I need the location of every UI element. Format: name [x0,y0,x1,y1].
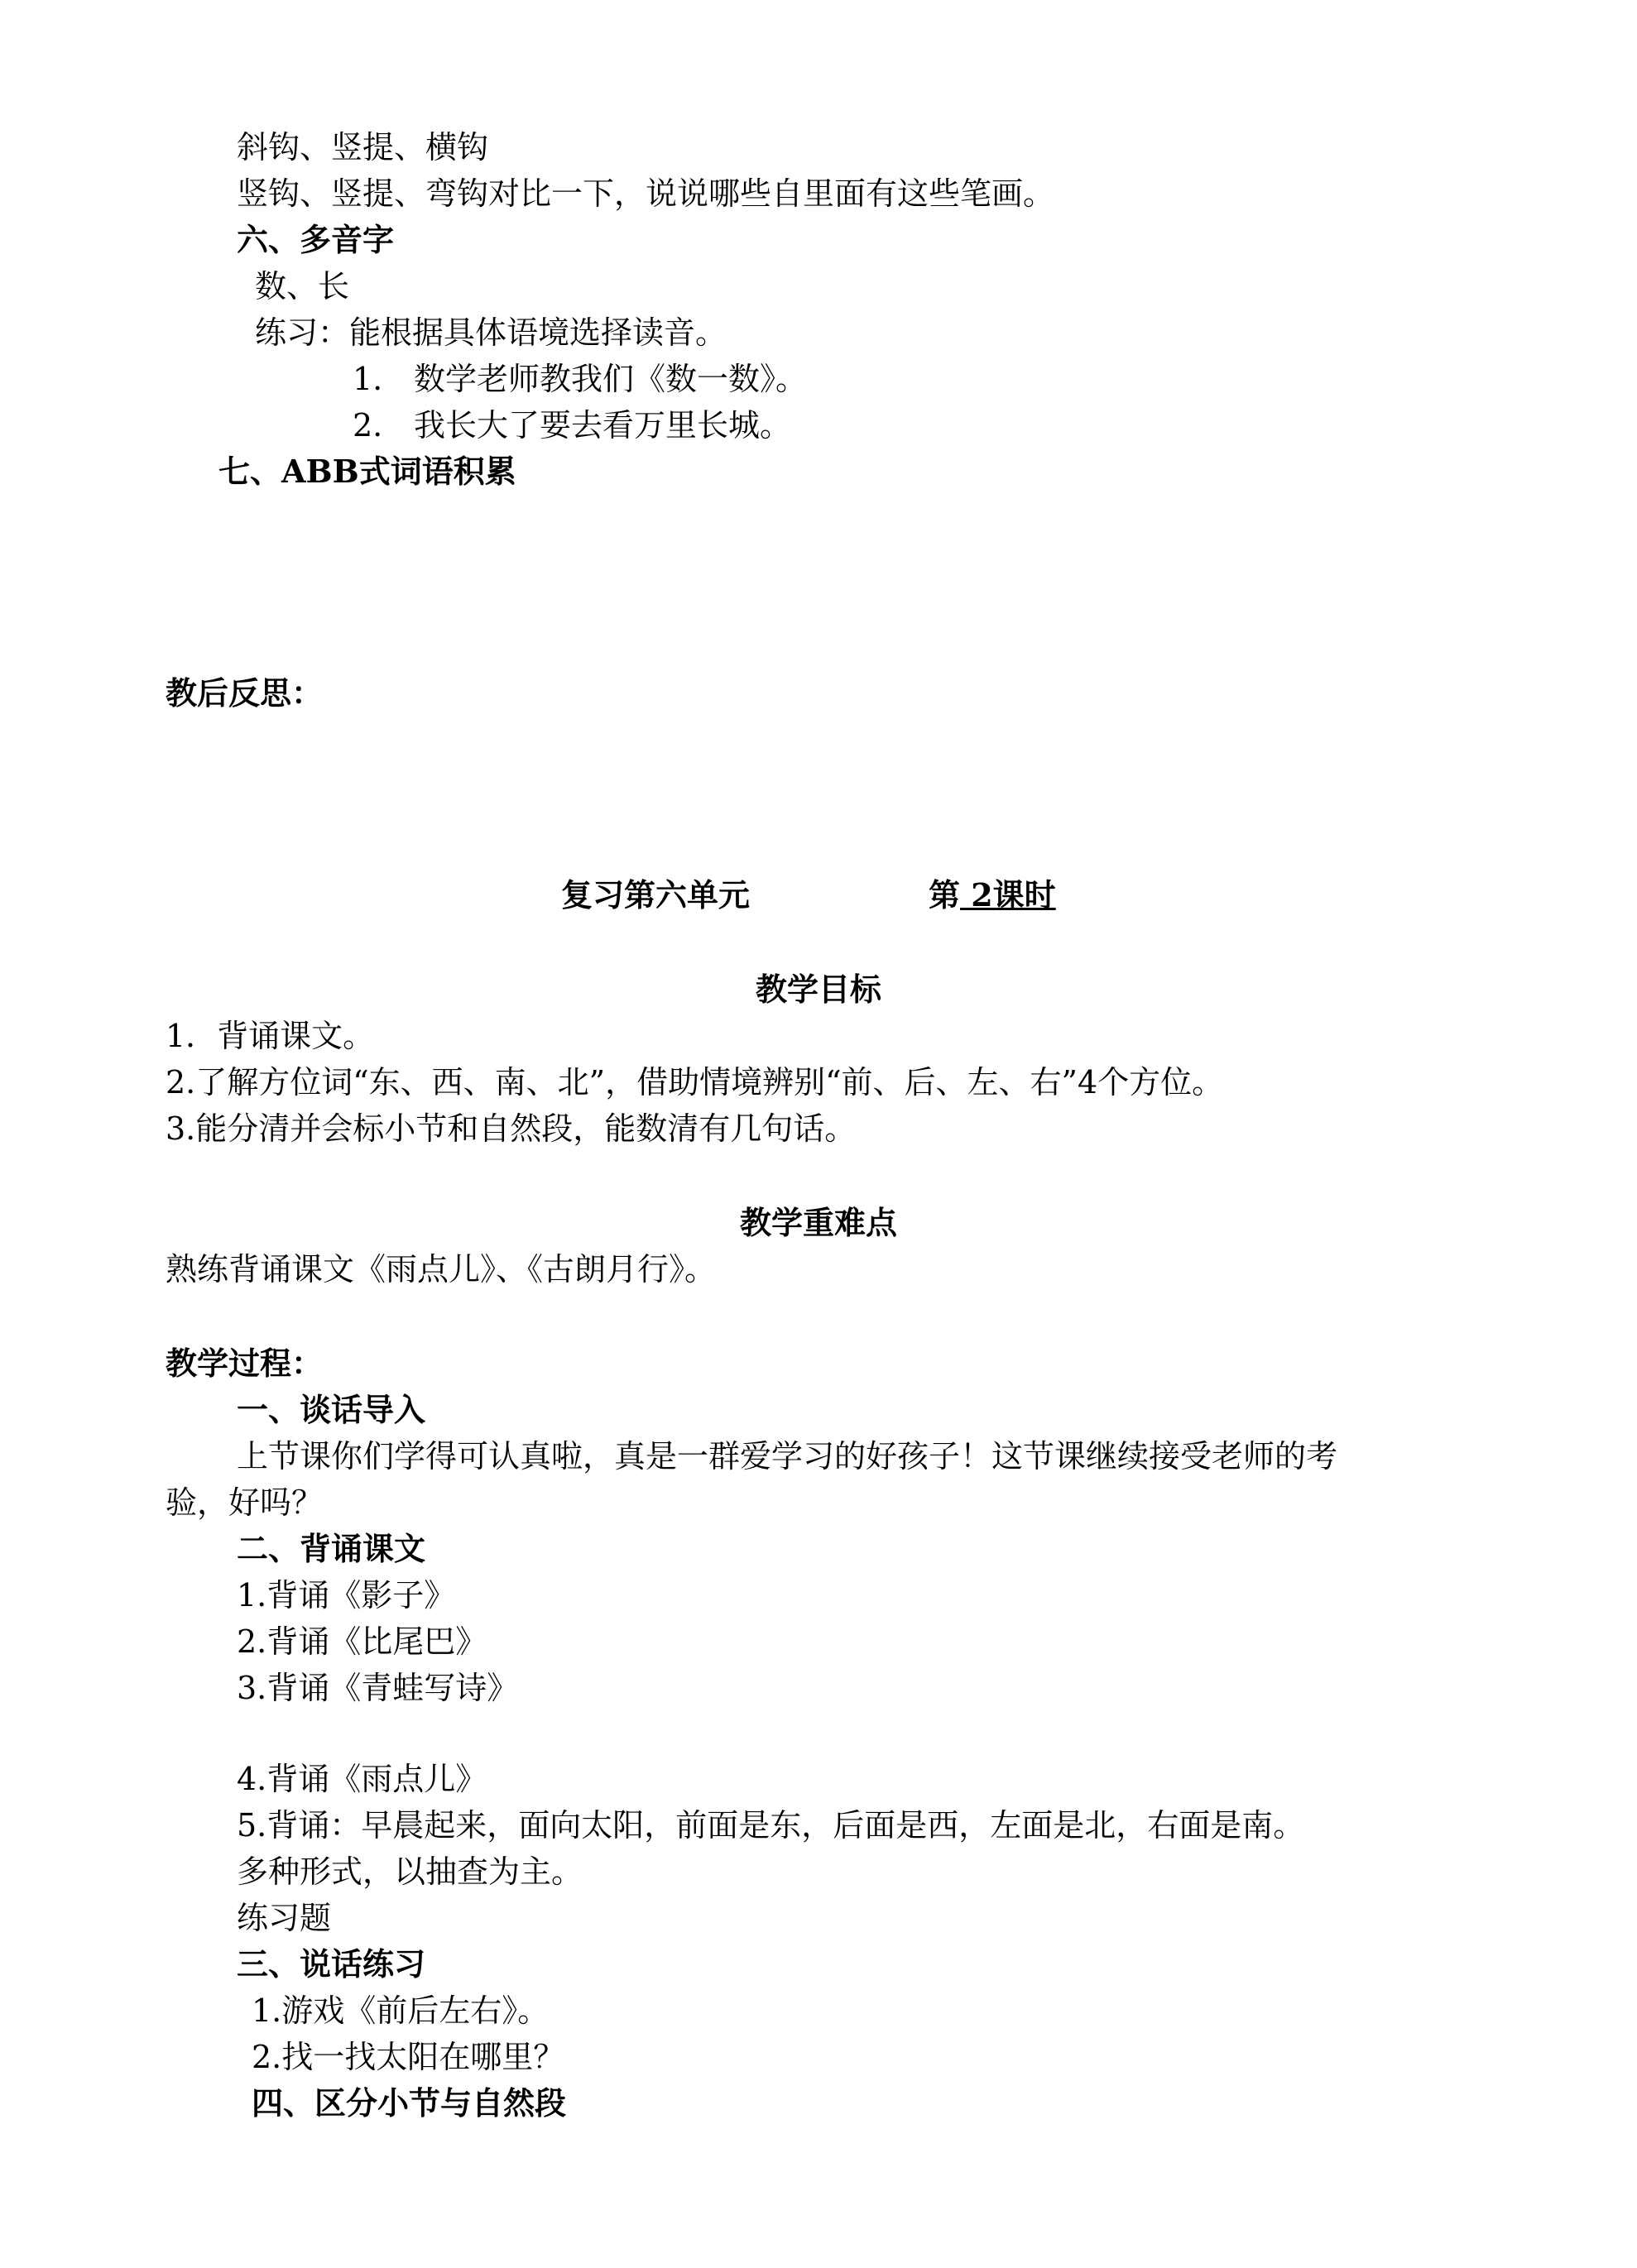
recite-item: 4.背诵《雨点儿》 [237,1761,487,1797]
list-item-text: 数学老师教我们《数一数》。 [414,361,808,397]
period-prefix: 第 [929,876,961,913]
recite-item: 2.背诵《比尾巴》 [237,1623,487,1660]
recite-item: 3.背诵《青蛙写诗》 [237,1670,519,1706]
recite-item: 5.背诵：早晨起来，面向太阳，前面是东，后面是西，左面是北，右面是南。 [237,1807,1305,1844]
objective-item: 1．背诵课文。 [166,1018,375,1054]
exercise-label: 练习题 [237,1900,332,1936]
section-heading-abb-words: 七、ABB式词语积累 [218,453,516,490]
list-item-number: 1. [353,361,383,397]
list-item-text: 我长大了要去看万里长城。 [414,407,792,444]
strokes-line-2: 竖钩、竖提、弯钩对比一下，说说哪些自里面有这些笔画。 [237,175,1055,212]
section-heading-paragraphs: 四、区分小节与自然段 [252,2084,567,2122]
period-number: 2课时 [960,876,1056,913]
intro-line-2: 验，好吗？ [166,1484,324,1521]
recite-note: 多种形式，以抽查为主。 [237,1853,583,1890]
speaking-item: 1.游戏《前后左右》。 [252,1992,550,2029]
reflection-label: 教后反思： [166,674,324,712]
list-item-number: 2. [353,407,383,444]
section-heading-speaking: 三、说话练习 [237,1945,426,1983]
strokes-line-1: 斜钩、竖提、横钩 [237,129,489,165]
process-heading: 教学过程： [166,1345,324,1382]
lesson-title [0,872,1637,918]
polyphone-characters: 数、长 [255,268,350,304]
objective-item: 3.能分清并会标小节和自然段，能数清有几句话。 [166,1110,857,1147]
section-heading-recite: 二、背诵课文 [237,1530,426,1567]
objectives-heading: 教学目标 [755,971,881,1008]
section-heading-intro: 一、谈话导入 [237,1391,426,1428]
unit-title: 复习第六单元 [561,876,751,913]
period-title [929,872,1056,918]
objective-item: 2.了解方位词“东、西、南、北”，借助情境辨别“前、后、左、右”4个方位。 [166,1064,1224,1100]
intro-line-1: 上节课你们学得可认真啦，真是一群爱学习的好孩子！这节课继续接受老师的考 [237,1438,1338,1474]
recite-item: 1.背诵《影子》 [237,1577,456,1613]
speaking-item: 2.找一找太阳在哪里？ [252,2039,565,2075]
section-heading-polyphones: 六、多音字 [237,221,395,258]
key-points-text: 熟练背诵课文《雨点儿》、《古朗月行》。 [166,1251,717,1287]
key-points-heading: 教学重难点 [739,1204,897,1241]
polyphone-practice: 练习：能根据具体语境选择读音。 [255,314,727,351]
